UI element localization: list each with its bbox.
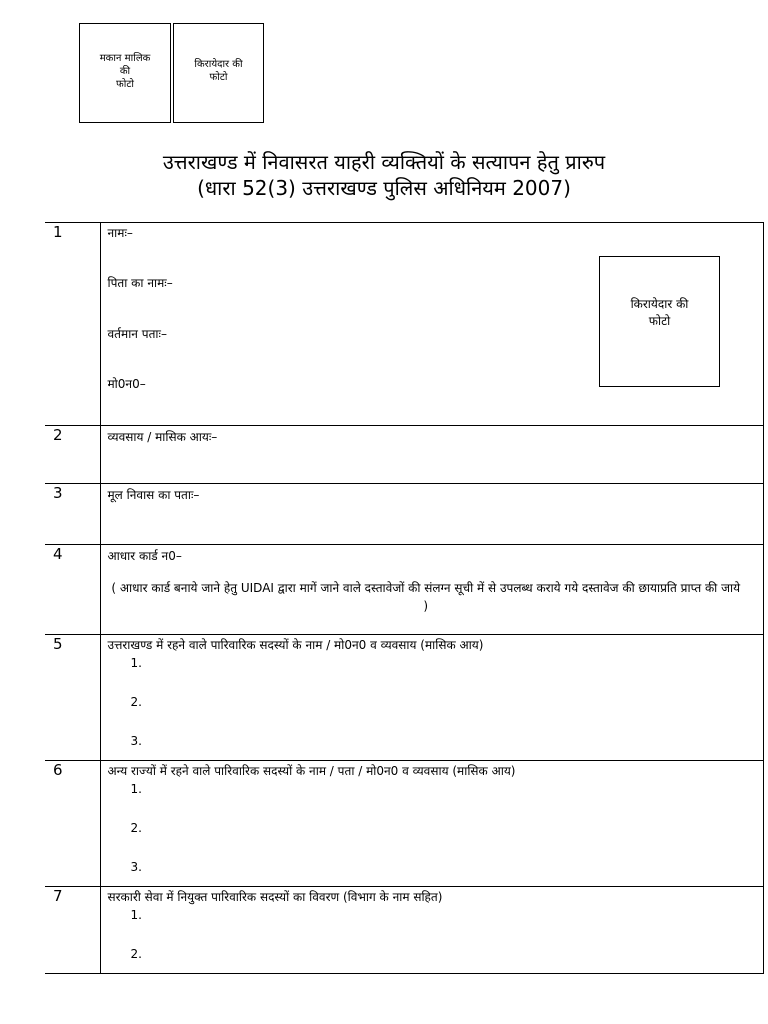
list-item[interactable]: 2. <box>130 821 142 835</box>
list-item[interactable]: 1. <box>130 656 142 670</box>
mobile-number-field[interactable]: मो0न0– <box>107 377 146 391</box>
form-title: उत्तराखण्ड में निवासरत याहरी व्यक्तियों के सत्यापन हेतु प्रारुप <box>162 150 606 174</box>
tenant-photo-label-2: फोटो <box>648 314 671 328</box>
form-row-3 <box>45 484 764 545</box>
form-row-4 <box>45 545 764 635</box>
form-row-7 <box>45 887 764 974</box>
list-item[interactable]: 1. <box>130 782 142 796</box>
row-number: 4 <box>45 545 100 635</box>
row-7-body <box>100 887 764 974</box>
row-number: 1 <box>45 223 100 426</box>
list-item[interactable]: 3. <box>130 860 142 874</box>
tenant-photo-box-top <box>173 23 264 123</box>
list-item[interactable]: 3. <box>130 734 142 748</box>
row-number: 2 <box>45 426 100 484</box>
row-4-body <box>100 545 764 635</box>
row-2-body <box>100 426 764 484</box>
list-item[interactable]: 2. <box>130 947 142 961</box>
verification-form-table <box>45 222 764 974</box>
tenant-photo-top-label-1: किरायेदार की <box>194 59 243 70</box>
form-row-1 <box>45 223 764 426</box>
tenant-photo-label-1: किरायेदार की <box>630 297 689 311</box>
native-address-field[interactable]: मूल निवास का पताः– <box>107 488 200 502</box>
aadhaar-note: ( आधार कार्ड बनाये जाने हेतु UIDAI द्वारा मागें जाने वाले दस्तावेजों की संलग्न सूची में से उपलब्ध कराये गये दस्तावेज की छायाप्रति प्राप्त की जाये ) <box>111 581 741 613</box>
row-3-body <box>100 484 764 545</box>
landlord-photo-label-3: फोटो <box>116 79 134 90</box>
family-members-uttarakhand-label: उत्तराखण्ड में रहने वाले पारिवारिक सदस्यों के नाम / मो0न0 व व्यवसाय (मासिक आय) <box>107 638 484 652</box>
father-name-field[interactable]: पिता का नामः– <box>107 276 173 290</box>
row-number: 7 <box>45 887 100 974</box>
row-1-body <box>100 223 764 426</box>
landlord-photo-box <box>79 23 171 123</box>
list-item[interactable]: 2. <box>130 695 142 709</box>
govt-employed-family-label: सरकारी सेवा में नियुक्त पारिवारिक सदस्यों का विवरण (विभाग के नाम सहित) <box>107 890 443 904</box>
list-item[interactable]: 1. <box>130 908 142 922</box>
tenant-photo-box <box>599 256 720 387</box>
form-row-2 <box>45 426 764 484</box>
current-address-field[interactable]: वर्तमान पताः– <box>107 327 167 341</box>
row-number: 5 <box>45 635 100 761</box>
row-number: 6 <box>45 761 100 887</box>
form-row-5 <box>45 635 764 761</box>
row-5-body <box>100 635 764 761</box>
aadhaar-number-field[interactable]: आधार कार्ड न0– <box>107 549 182 563</box>
landlord-photo-label-1: मकान मालिक <box>99 53 151 64</box>
form-subtitle: (धारा 52(3) उत्तराखण्ड पुलिस अधिनियम 2007) <box>197 176 571 200</box>
form-row-6 <box>45 761 764 887</box>
name-field[interactable]: नामः– <box>107 226 133 240</box>
landlord-photo-label-2: की <box>119 66 131 77</box>
row-number: 3 <box>45 484 100 545</box>
row-6-body <box>100 761 764 887</box>
occupation-income-field[interactable]: व्यवसाय / मासिक आयः– <box>107 430 218 444</box>
family-members-other-states-label: अन्य राज्यों में रहने वाले पारिवारिक सदस्यों के नाम / पता / मो0न0 व व्यवसाय (मासिक आय) <box>107 764 516 778</box>
tenant-photo-top-label-2: फोटो <box>209 72 228 83</box>
